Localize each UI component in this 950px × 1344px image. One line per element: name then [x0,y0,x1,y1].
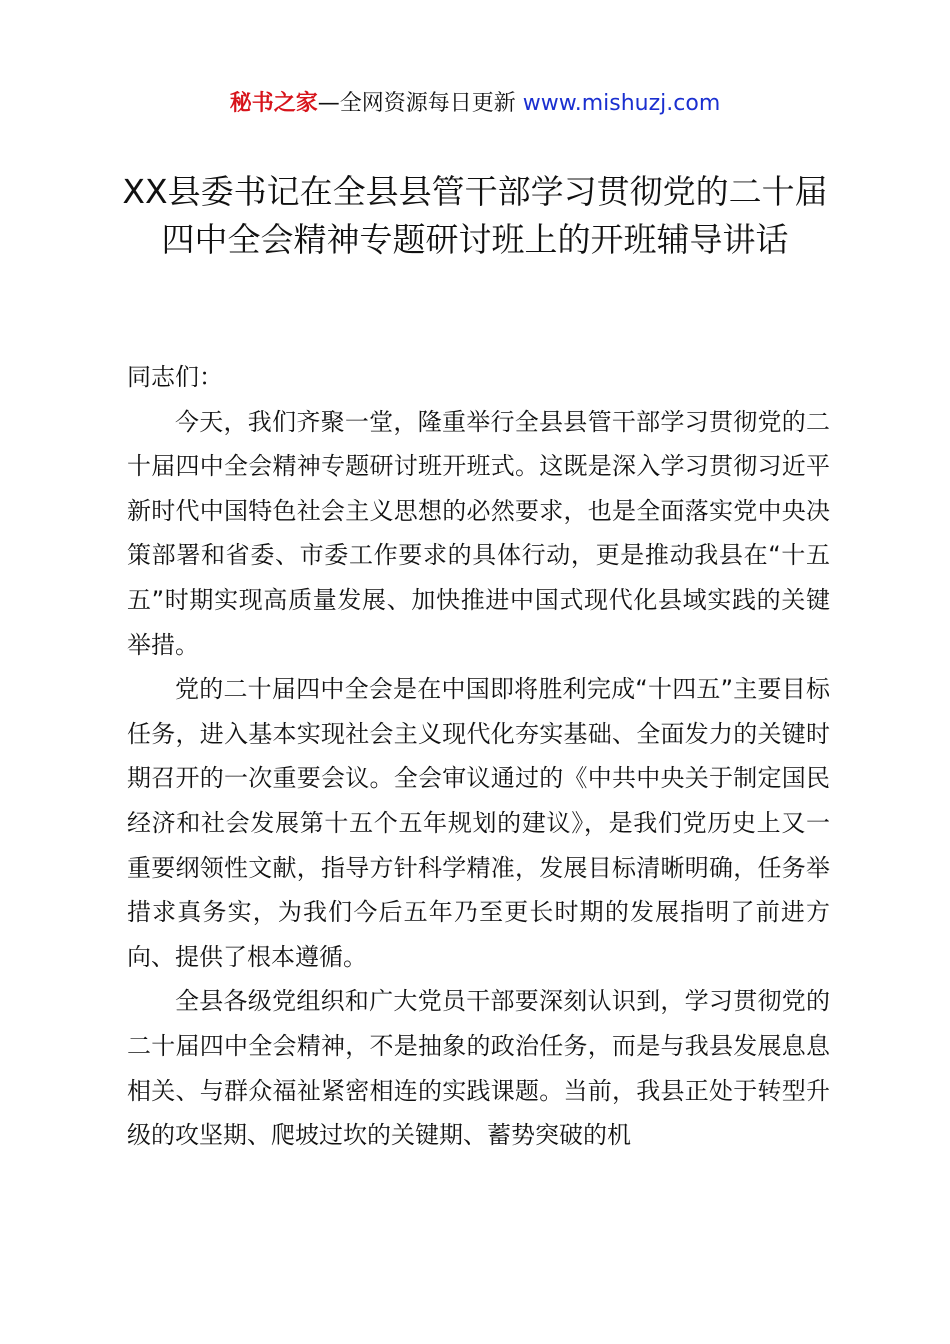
site-url-link[interactable]: www.mishuzj.com [522,91,721,116]
document-body [127,355,830,1158]
brand-name: 秘书之家 [229,91,318,116]
body-paragraph: 党的二十届四中全会是在中国即将胜利完成“十四五”主要目标任务，进入基本实现社会主义现代化夯实基础、全面发力的关键时期召开的一次重要会议。全会审议通过的《中共中央关于制定国民经济和社会发展第十五个五年规划的建议》，是我们党历史上又一重要纲领性文献，指导方针科学精准，发展目标清晰明确，任务举措求真务实，为我们今后五年乃至更长时期的发展指明了前进方向、提供了根本遵循。 [127,675,830,971]
site-header [0,88,950,120]
salutation: 同志们： [127,363,223,391]
body-paragraph: 今天，我们齐聚一堂，隆重举行全县县管干部学习贯彻党的二十届四中全会精神专题研讨班开班式。这既是深入学习贯彻习近平新时代中国特色社会主义思想的必然要求，也是全面落实党中央决策部署和省委、市委工作要求的具体行动，更是推动我县在“十五五”时期实现高质量发展、加快推进中国式现代化县域实践的关键举措。 [127,407,830,659]
document-title: XX县委书记在全县县管干部学习贯彻党的二十届四中全会精神专题研讨班上的开班辅导讲话 [122,172,828,259]
body-paragraph: 全县各级党组织和广大党员干部要深刻认识到，学习贯彻党的二十届四中全会精神，不是抽象的政治任务，而是与我县发展息息相关、与群众福祉紧密相连的实践课题。当前，我县正处于转型升级的攻坚期、爬坡过坎的关键期、蓄势突破的机 [127,987,830,1150]
header-slogan: —全网资源每日更新 [317,91,516,116]
